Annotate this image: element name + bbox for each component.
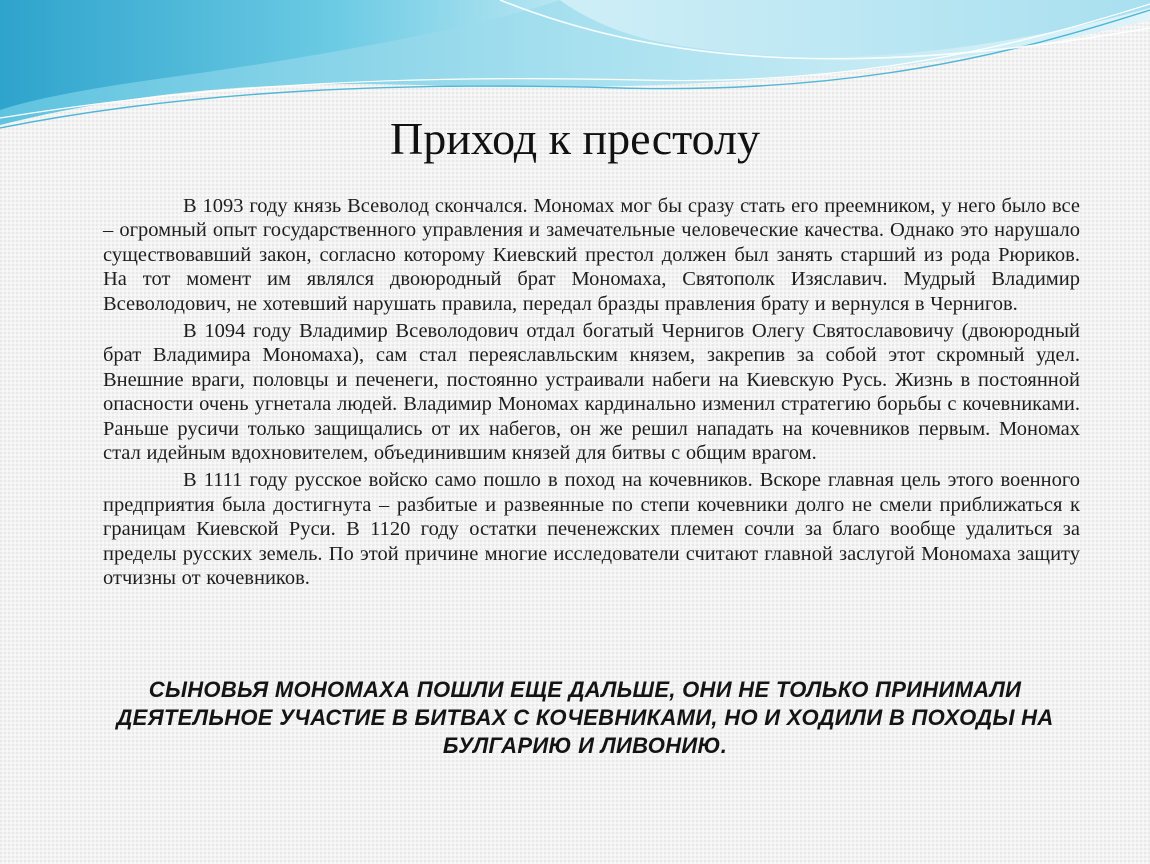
slide-title: Приход к престолу <box>390 113 760 164</box>
paragraph-2: В 1094 году Владимир Всеволодович отдал богатый Чернигов Олегу Святославовичу (двоюродный брат Владимира Мономаха), сам стал переяславльским князем, закрепив за собой этот скромный удел. Внешние враги, половцы и печенеги, постоянно устраивали набеги на Киевскую Русь. Жизнь в постоянной опасности очень угнетала людей. Владимир Мономах кардинально изменил стратегию борьбы с кочевниками. Раньше русичи только защищались от их набегов, он же решил нападать на кочевников первым. Мономах стал идейным вдохновителем, объединившим князей для битвы с общим врагом. <box>103 320 1080 465</box>
paragraph-1: В 1093 году князь Всеволод скончался. Мономах мог бы сразу стать его преемником, у него было все – огромный опыт государственного управления и замечательные человеческие качества. Однако это нарушало существовавший закон, согласно которому Киевский престол должен был занять старший из рода Рюриков. На тот момент им являлся двоюродный брат Мономаха, Святополк Изяславич. Мудрый Владимир Всеволодович, не хотевший нарушать правила, передал бразды правления брату и вернулся в Чернигов. <box>103 195 1080 315</box>
callout-text: СЫНОВЬЯ МОНОМАХА ПОШЛИ ЕЩЕ ДАЛЬШЕ, ОНИ НЕ ТОЛЬКО ПРИНИМАЛИ ДЕЯТЕЛЬНОЕ УЧАСТИЕ В БИТВАХ С КОЧЕВНИКАМИ, НО И ХОДИЛИ В ПОХОДЫ НА БУЛГАРИЮ И ЛИВОНИЮ. <box>116 677 1054 758</box>
paragraph-3: В 1111 году русское войско само пошло в поход на кочевников. Вскоре главная цель этого военного предприятия была достигнута – разбитые и развеянные по степи кочевники долго не смели приближаться к границам Киевской Руси. В 1120 году остатки печенежских племен сочли за благо вообще удалиться за пределы русских земель. По этой причине многие исследователи считают главной заслугой Мономаха защиту отчизны от кочевников. <box>103 469 1080 590</box>
body-text <box>103 194 1080 594</box>
